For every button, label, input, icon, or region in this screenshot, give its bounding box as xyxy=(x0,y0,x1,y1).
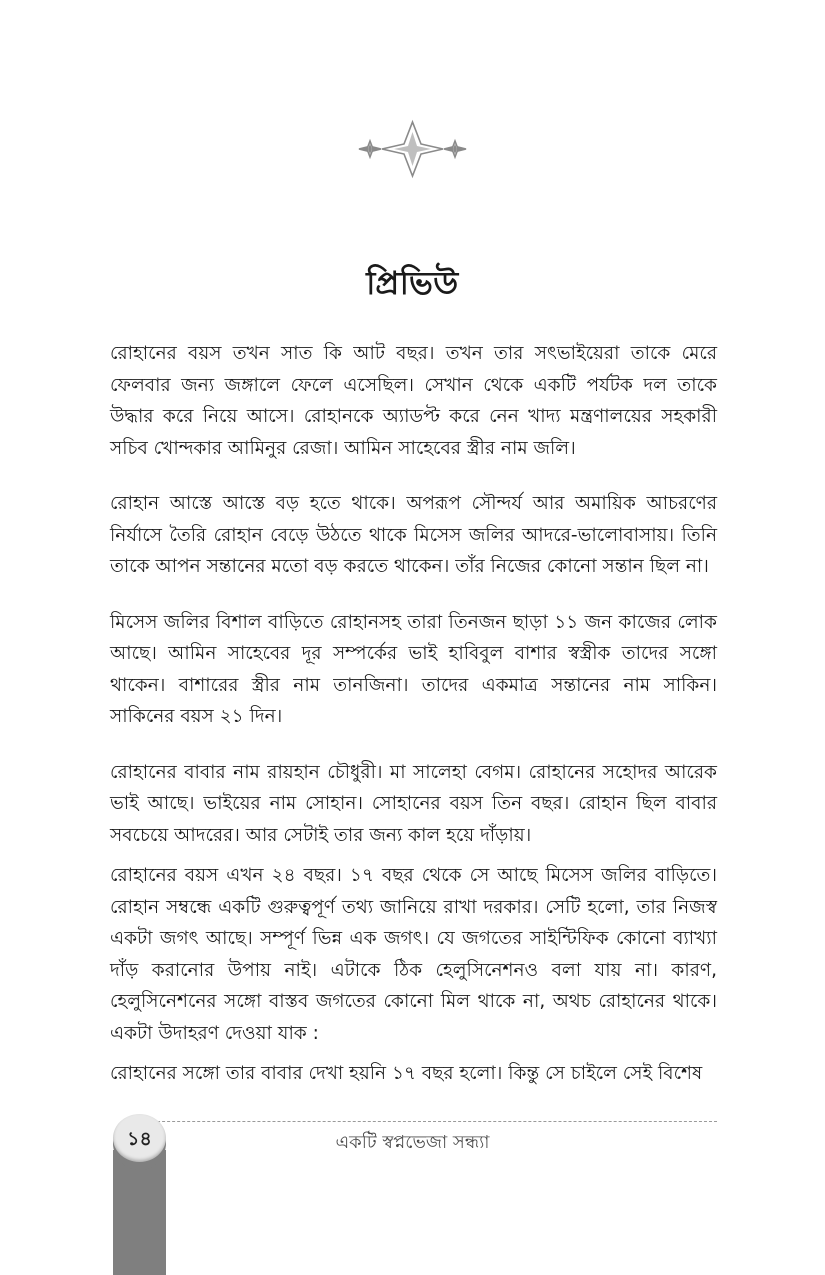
footer-divider xyxy=(137,1121,717,1122)
running-title: একটি স্বপ্নভেজা সন্ধ্যা xyxy=(335,1132,490,1153)
page-number: ১৪ xyxy=(127,1128,152,1150)
body-text xyxy=(110,338,717,1090)
paragraph: রোহানের সঙ্গো তার বাবার দেখা হয়নি ১৭ বছর হলো। কিন্তু সে চাইলে সেই বিশেষ xyxy=(110,1063,703,1084)
paragraph: রোহান আস্তে আস্তে বড় হতে থাকে। অপরূপ সৌন্দর্য আর অমায়িক আচরণের নির্যাসে তৈরি রোহান বেড়ে উঠতে থাকে মিসেস জলির আদরে-ভালোবাসায়। তিনি তাকে আপন সন্তানের মতো বড় করতে থাকেন। তাঁর নিজের কোনো সন্তান ছিল না। xyxy=(110,493,717,577)
paragraph: রোহানের বাবার নাম রায়হান চৌধুরী। মা সালেহা বেগম। রোহানের সহোদর আরেক ভাই আছে। ভাইয়ের নাম সোহান। সোহানের বয়স তিন বছর। রোহান ছিল বাবার সবচেয়ে আদরের। আর সেটাই তার জন্য কাল হয়ে দাঁড়ায়। xyxy=(110,761,717,846)
paragraph: মিসেস জলির বিশাল বাড়িতে রোহানসহ তারা তিনজন ছাড়া ১১ জন কাজের লোক আছে। আমিন সাহেবের দূর সম্পর্কের ভাই হাবিবুল বাশার স্বস্ত্রীক তাদের সঙ্গো থাকেন। বাশারের স্ত্রীর নাম তানজিনা। তাদের একমাত্র সন্তানের নাম সাকিন। সাকিনের বয়স ২১ দিন। xyxy=(110,611,717,727)
paragraph: রোহানের বয়স এখন ২৪ বছর। ১৭ বছর থেকে সে আছে মিসেস জলির বাড়িতে। রোহান সম্বন্ধে একটি গুরুত্বপূর্ণ তথ্য জানিয়ে রাখা দরকার। সেটি হলো, তার নিজস্ব একটা জগৎ আছে। সম্পূর্ণ ভিন্ন এক জগৎ। যে জগতের সাইন্টিফিক কোনো ব্যাখ্যা দাঁড় করানোর উপায় নাই। এটাকে ঠিক হেলুসিনেশনও বলা যায় না। কারণ, হেলুসিনেশনের সঙ্গো বাস্তব জগতের কোনো মিল থাকে না, অথচ রোহানের থাকে। একটা উদাহরণ দেওয়া যাক : xyxy=(110,865,717,1044)
star-ornament-icon xyxy=(345,118,480,180)
chapter-title: প্রিভিউ xyxy=(366,264,459,302)
paragraph: রোহানের বয়স তখন সাত কি আট বছর। তখন তার সৎভাইয়েরা তাকে মেরে ফেলবার জন্য জঙ্গালে ফেলে এসেছিল। সেখান থেকে একটি পর্যটক দল তাকে উদ্ধার করে নিয়ে আসে। রোহানকে অ্যাডপ্ট করে নেন খাদ্য মন্ত্রণালয়ের সহকারী সচিব খোন্দকার আমিনুর রেজা। আমিন সাহেবের স্ত্রীর নাম জলি। xyxy=(110,343,717,459)
